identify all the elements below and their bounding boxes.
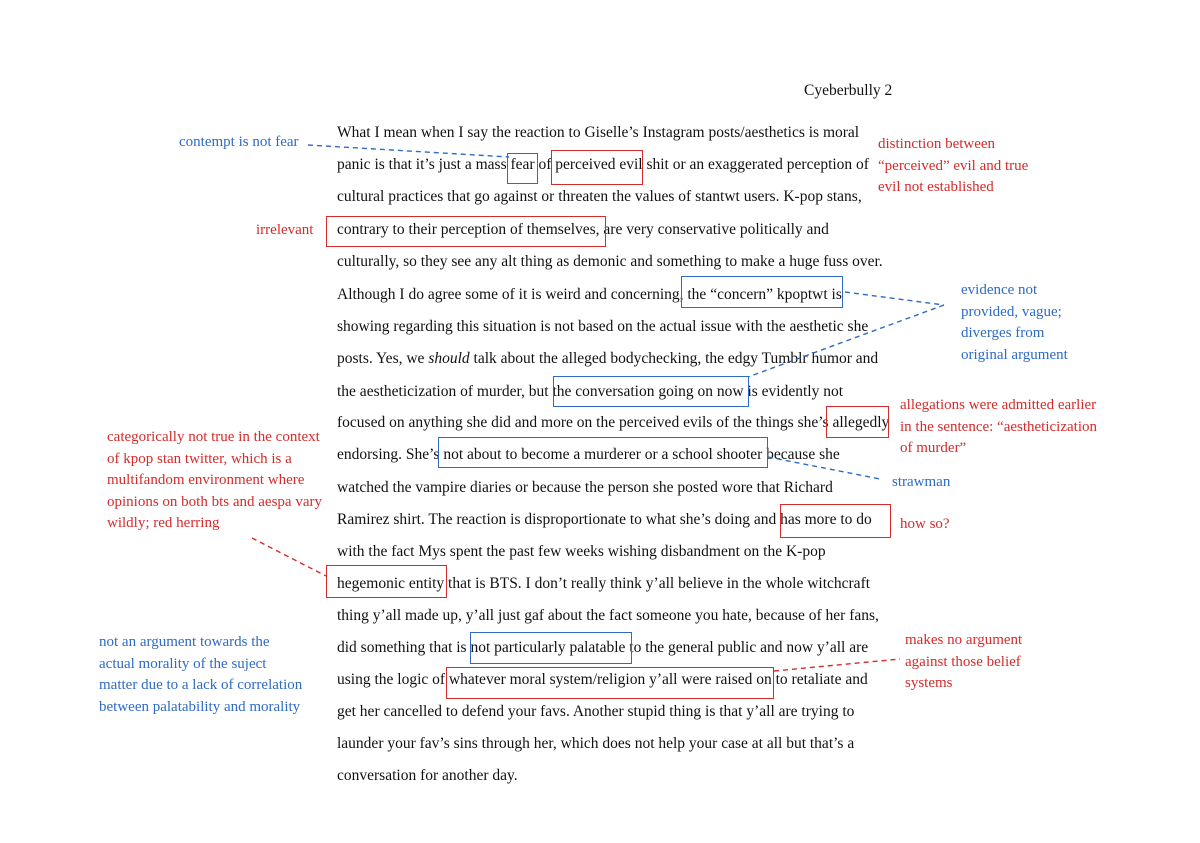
body-line-1: What I mean when I say the reaction to Giselle’s Instagram posts/aesthetics is moral [337,124,860,141]
connector-belief [774,659,900,671]
annotation-line: matter due to a lack of correlation [99,677,303,693]
body-line-8-italic: should [428,350,470,367]
annotation-how-so [900,514,950,536]
body-line-8-start: posts. Yes, we [337,350,429,367]
annotation-line: evil not established [878,179,994,195]
annotation-line: not an argument towards the [99,634,270,650]
body-line-11: endorsing. She’s not about to become a murderer or a school shooter because she [337,446,840,463]
annotation-line: actual morality of the suject [99,655,267,672]
annotation-line: strawman [892,474,951,490]
annotation-line: opinions on both bts and aespa vary [107,493,322,510]
body-line-12: watched the vampire diaries or because the person she posted wore that Richard [337,479,833,496]
body-line-5: culturally, so they see any alt thing as demonic and something to make a huge fuss over. [337,253,883,270]
annotation-line: in the sentence: “aestheticization [900,418,1097,435]
body-line-15: hegemonic entity that is BTS. I don’t really think y’all believe in the whole witchcraft [337,575,871,592]
connector-evidence-2 [748,305,944,377]
annotation-line: irrelevant [256,222,314,238]
body-line-6: Although I do agree some of it is weird and concerning, the “concern” kpoptwt is [337,286,842,303]
annotation-line: original argument [961,346,1068,363]
annotation-line: how so? [900,516,950,532]
annotation-allegations [900,395,1097,460]
connector-strawman [768,457,880,479]
annotation-line: systems [905,675,953,691]
annotation-line: wildly; red herring [107,515,220,531]
body-line-18: using the logic of whatever moral system/religion y’all were raised on to retaliate and [337,671,868,688]
annotation-morality [99,632,302,718]
annotation-line: of murder” [900,440,967,456]
connector-contempt [308,145,509,157]
annotation-strawman [892,472,950,494]
connector-categorically [252,538,326,576]
body-line-17: did something that is not particularly palatable to the general public and now y’all are [337,639,869,656]
annotation-distinction [878,134,1028,199]
annotation-line: against those belief [905,653,1021,670]
annotation-line: distinction between [878,136,996,152]
body-line-16: thing y’all made up, y’all just gaf about the fact someone you hate, because of her fans, [337,607,879,624]
annotation-irrelevant [256,220,313,242]
annotation-contempt [179,132,299,154]
connector-evidence-1 [845,292,944,305]
annotation-line: multifandom environment where [107,472,305,488]
body-line-10: focused on anything she did and more on the perceived evils of the things she’s allegedly [337,414,890,431]
annotation-categorically [107,427,322,535]
annotation-line: between palatability and morality [99,698,301,715]
body-line-20: launder your fav’s sins through her, which does not help your case at all but that’s a [337,735,855,752]
body-line-14: with the fact Mys spent the past few weeks wishing disbandment on the K-pop [337,543,826,560]
body-line-19: get her cancelled to defend your favs. Another stupid thing is that y’all are trying to [337,703,855,720]
page-header: Cyeberbully 2 [804,82,893,99]
annotation-line: provided, vague; [961,303,1062,320]
body-line-2: panic is that it’s just a mass fear of perceived evil shit or an exaggerated perception of [337,156,869,173]
annotation-line: contempt is not fear [179,134,299,150]
body-line-3: cultural practices that go against or threaten the values of stantwt users. K-pop stans, [337,188,862,205]
body-line-4: contrary to their perception of themselves, are very conservative politically and [337,221,829,238]
body-line-13: Ramirez shirt. The reaction is disproportionate to what she’s doing and has more to do [337,511,872,528]
body-line-7: showing regarding this situation is not based on the actual issue with the aesthetic she [337,318,869,335]
annotation-line: evidence not [961,282,1038,298]
body-line-21: conversation for another day. [337,767,518,784]
annotation-line: “perceived” evil and true [878,157,1029,174]
annotation-line: of kpop stan twitter, which is a [107,450,292,467]
annotation-belief [905,630,1022,695]
body-line-9: the aestheticization of murder, but the conversation going on now is evidently not [337,383,844,400]
annotation-line: diverges from [961,325,1045,341]
annotation-line: categorically not true in the context [107,429,320,445]
annotation-evidence [961,280,1068,366]
annotation-line: makes no argument [905,632,1023,648]
body-line-8-end: talk about the alleged bodychecking, the edgy Tumblr humor and [469,350,879,367]
annotation-line: allegations were admitted earlier [900,397,1097,413]
